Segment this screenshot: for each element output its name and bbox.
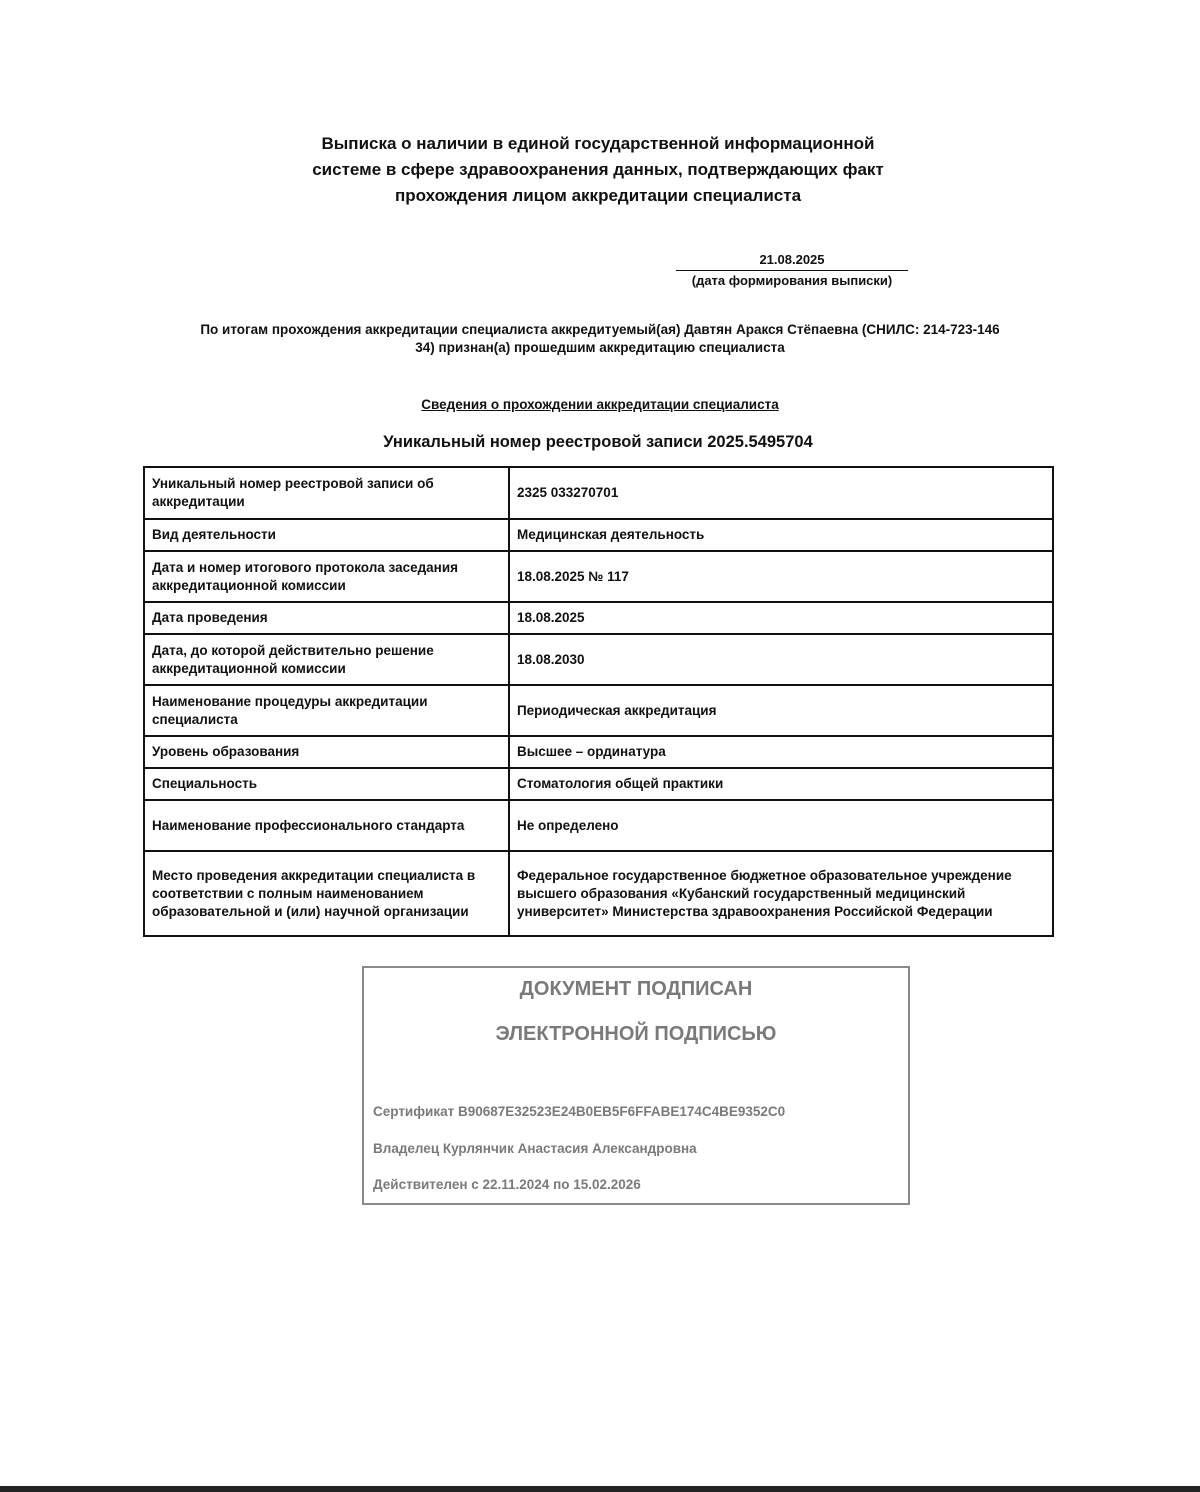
row-label: Дата, до которой действительно решение аккредитационной комиссии (144, 634, 509, 685)
table-row (144, 768, 1053, 800)
row-value: Стоматология общей практики (509, 768, 1053, 800)
row-label: Наименование профессионального стандарта (144, 800, 509, 851)
table-row (144, 736, 1053, 768)
title-line: Выписка о наличии в единой государственной информационной (321, 134, 875, 153)
stamp-certificate: Сертификат B90687E32523E24B0EB5F6FFABE174C4BE9352C0 (373, 1104, 786, 1119)
formation-date-caption: (дата формирования выписки) (691, 273, 893, 288)
intro-paragraph (140, 321, 1060, 357)
stamp-validity: Действителен с 22.11.2024 по 15.02.2026 (373, 1177, 641, 1192)
table-row (144, 800, 1053, 851)
document-title (240, 131, 956, 209)
intro-line: По итогам прохождения аккредитации специалиста аккредитуемый(ая) Давтян Аракся Стёпаевна (СНИЛС: 214-723-146 (200, 322, 1000, 337)
electronic-signature-stamp (362, 966, 910, 1205)
row-label: Уровень образования (144, 736, 509, 768)
row-label: Дата и номер итогового протокола заседания аккредитационной комиссии (144, 551, 509, 602)
row-value: 18.08.2025 (509, 602, 1053, 634)
row-value: Федеральное государственное бюджетное образовательное учреждение высшего образования «Кубанский государственный медицинский университет» Министерства здравоохранения Российской Федерации (509, 851, 1053, 936)
table-row (144, 602, 1053, 634)
table-row (144, 685, 1053, 736)
registry-number-heading: Уникальный номер реестровой записи 2025.5495704 (383, 433, 813, 451)
table-row (144, 634, 1053, 685)
accreditation-table (143, 466, 1054, 937)
date-block (676, 252, 908, 290)
formation-date: 21.08.2025 (676, 252, 908, 271)
row-label: Дата проведения (144, 602, 509, 634)
stamp-subheading: ЭЛЕКТРОННОЙ ПОДПИСЬЮ (495, 1023, 777, 1045)
stamp-owner: Владелец Курлянчик Анастасия Александровна (373, 1141, 697, 1156)
intro-line: 34) признан(а) прошедшим аккредитацию специалиста (415, 340, 785, 355)
section-heading: Сведения о прохождении аккредитации специалиста (421, 397, 779, 412)
row-value: Медицинская деятельность (509, 519, 1053, 551)
row-label: Место проведения аккредитации специалиста в соответствии с полным наименованием образовательной и (или) научной организации (144, 851, 509, 936)
table-row (144, 851, 1053, 936)
title-line: системе в сфере здравоохранения данных, подтверждающих факт (312, 160, 884, 179)
row-value: 2325 033270701 (509, 467, 1053, 519)
row-value: 18.08.2025 № 117 (509, 551, 1053, 602)
table-row (144, 519, 1053, 551)
row-value: Высшее – ординатура (509, 736, 1053, 768)
row-value: Не определено (509, 800, 1053, 851)
table-row (144, 551, 1053, 602)
row-value: 18.08.2030 (509, 634, 1053, 685)
row-label: Специальность (144, 768, 509, 800)
title-line: прохождения лицом аккредитации специалиста (394, 186, 802, 205)
page-bottom-edge (0, 1486, 1200, 1492)
table-row (144, 467, 1053, 519)
stamp-heading: ДОКУМЕНТ ПОДПИСАН (519, 978, 753, 1000)
row-value: Периодическая аккредитация (509, 685, 1053, 736)
row-label: Уникальный номер реестровой записи об аккредитации (144, 467, 509, 519)
row-label: Вид деятельности (144, 519, 509, 551)
row-label: Наименование процедуры аккредитации специалиста (144, 685, 509, 736)
